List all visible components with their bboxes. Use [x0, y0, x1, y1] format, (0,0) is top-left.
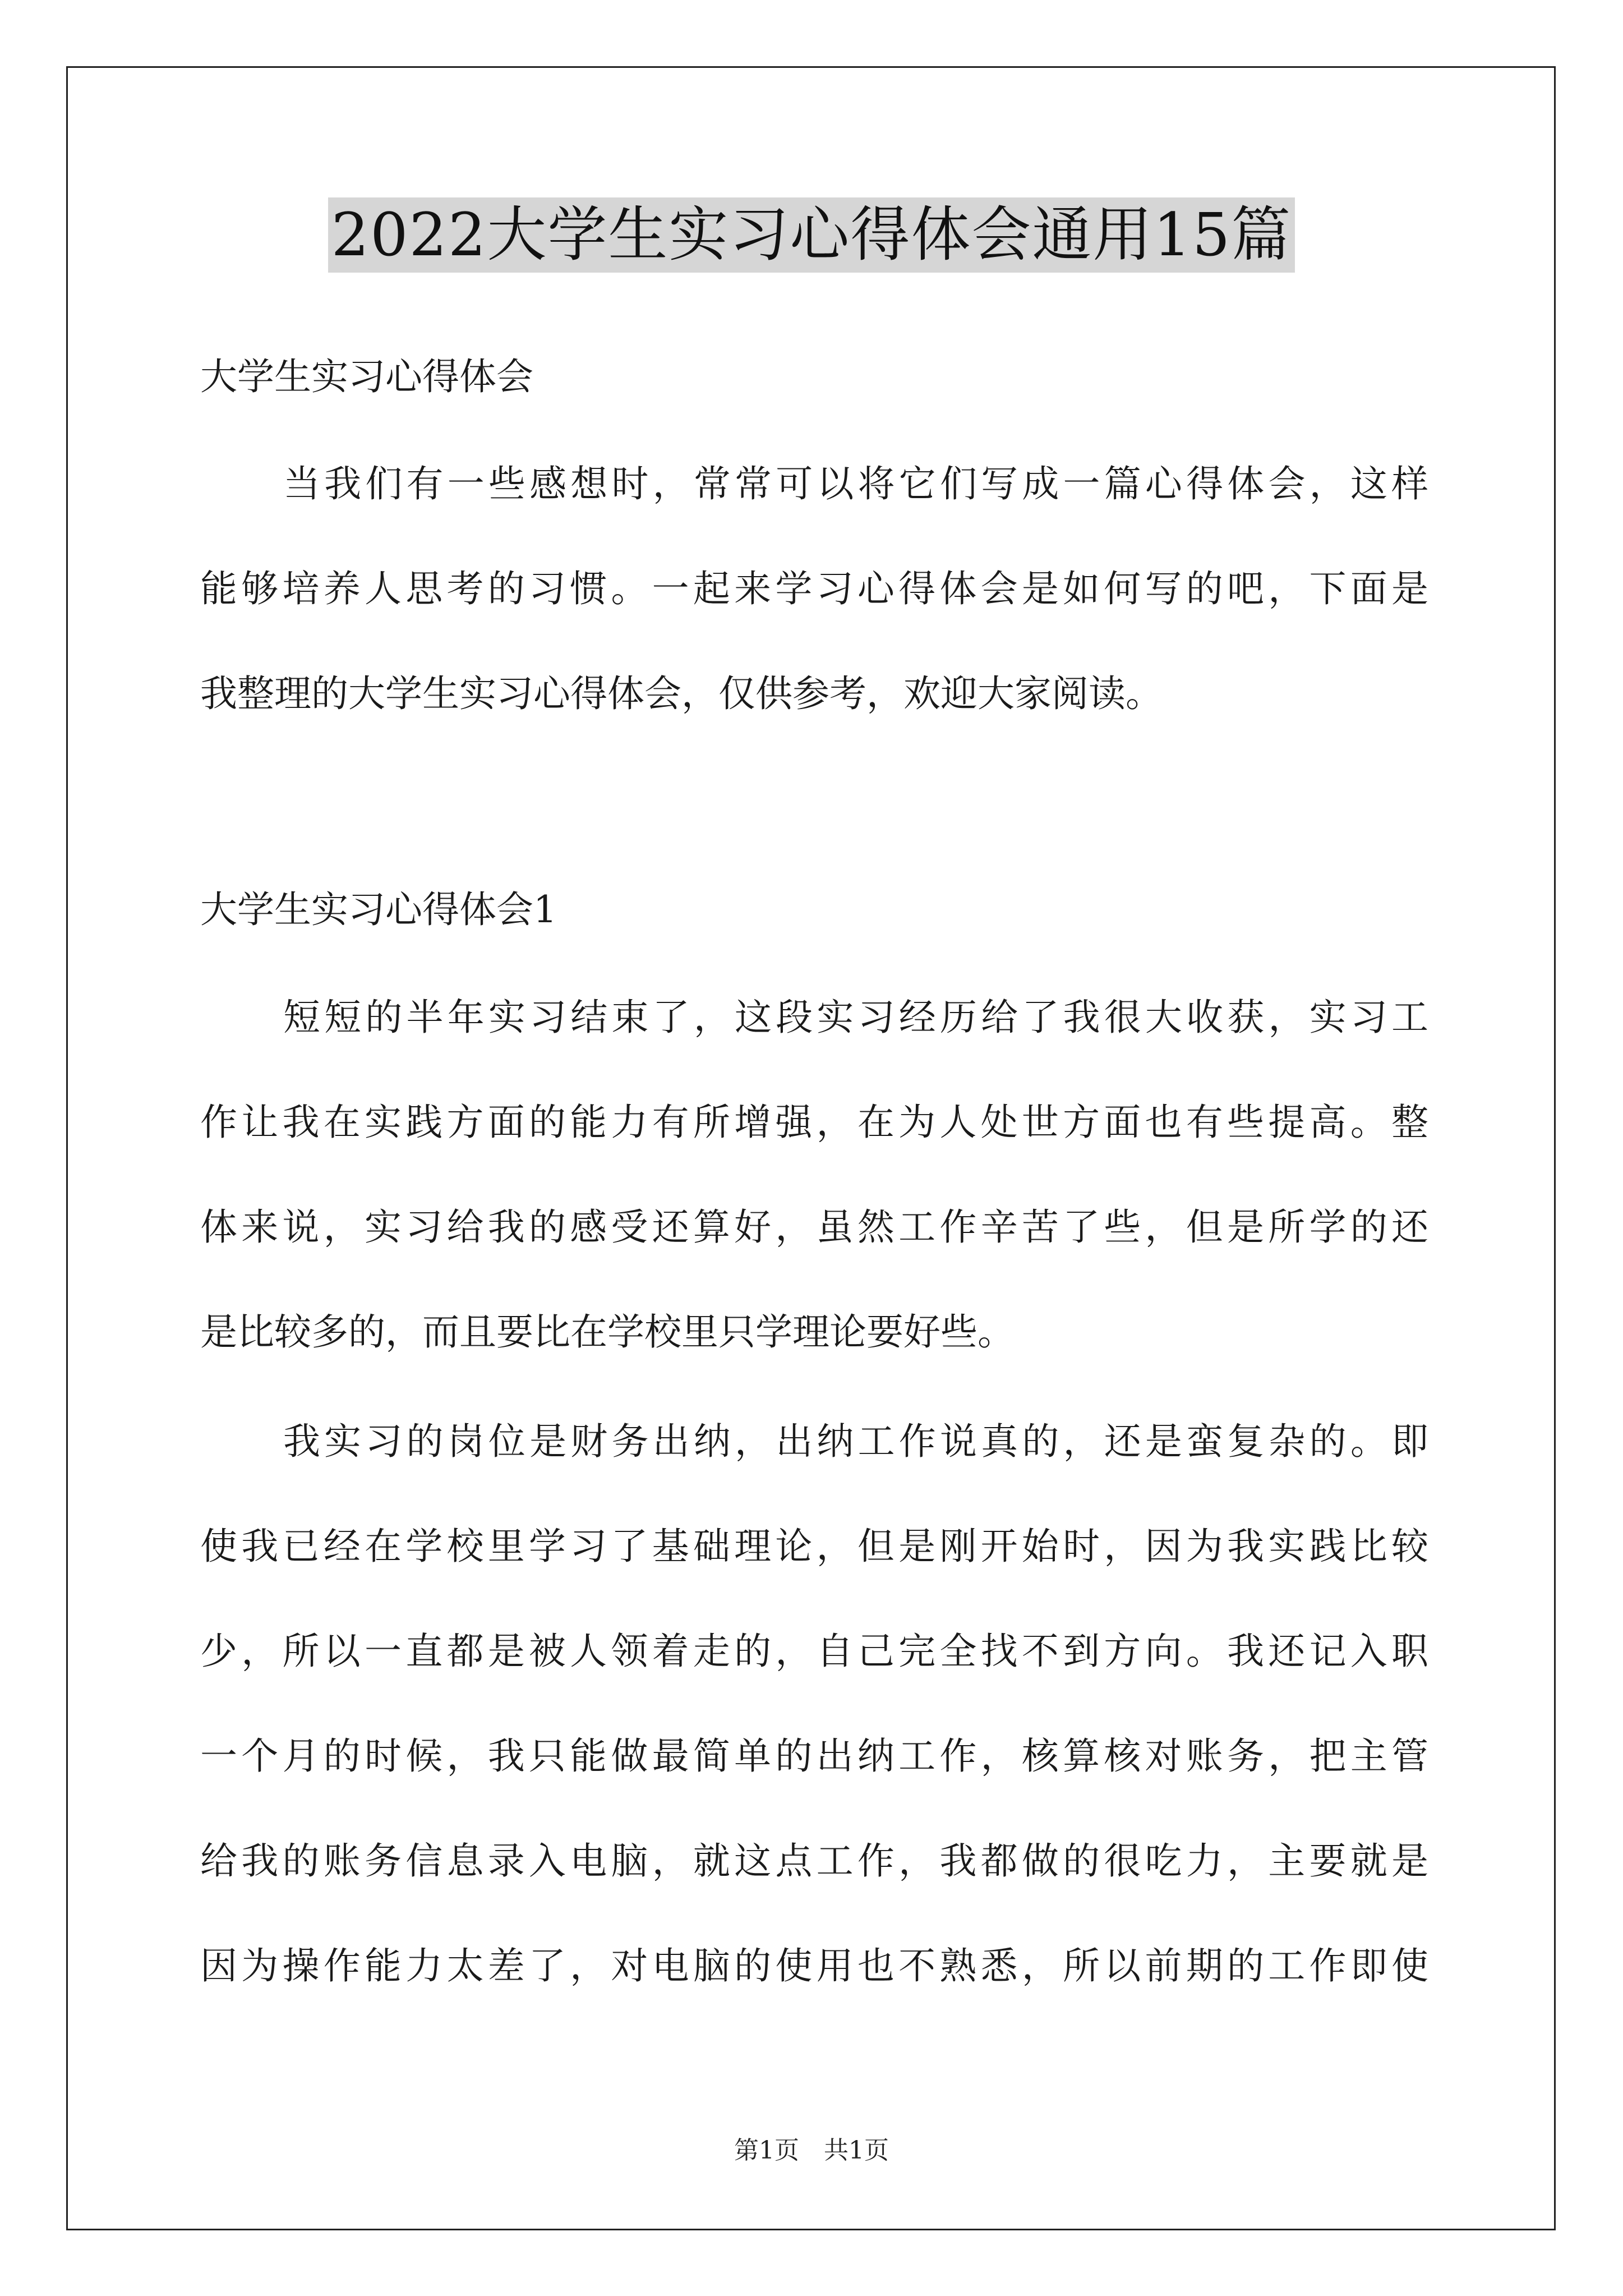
- section-heading: 大学生实习心得体会1: [200, 888, 557, 931]
- page-footer: 第1页 共1页: [734, 2136, 889, 2165]
- paragraph-line: 短短的半年实习结束了，这段实习经历给了我很大收获，实习工: [283, 996, 1428, 1039]
- paragraph-line: 作让我在实践方面的能力有所增强，在为人处世方面也有些提高。整: [200, 1101, 1428, 1144]
- paragraph-line: 体来说，实习给我的感受还算好，虽然工作辛苦了些，但是所学的还: [200, 1205, 1428, 1249]
- paragraph-line: 我实习的岗位是财务出纳，出纳工作说真的，还是蛮复杂的。即: [283, 1420, 1428, 1463]
- paragraph-line: 使我已经在学校里学习了基础理论，但是刚开始时，因为我实践比较: [200, 1525, 1428, 1568]
- paragraph-line: 一个月的时候，我只能做最简单的出纳工作，核算核对账务，把主管: [200, 1734, 1428, 1778]
- paragraph-line: 我整理的大学生实习心得体会，仅供参考，欢迎大家阅读。: [200, 672, 1163, 715]
- paragraph-line: 少，所以一直都是被人领着走的，自己完全找不到方向。我还记入职: [200, 1630, 1428, 1673]
- paragraph-line: 给我的账务信息录入电脑，就这点工作，我都做的很吃力，主要就是: [200, 1839, 1428, 1883]
- document-title: 2022大学生实习心得体会通用15篇: [328, 197, 1295, 273]
- paragraph-line: 是比较多的，而且要比在学校里只学理论要好些。: [200, 1310, 1015, 1354]
- section-heading: 大学生实习心得体会: [200, 355, 533, 398]
- document-body: [200, 0, 1428, 2188]
- paragraph-line: 当我们有一些感想时，常常可以将它们写成一篇心得体会，这样: [283, 462, 1428, 505]
- paragraph-line: 能够培养人思考的习惯。一起来学习心得体会是如何写的吧，下面是: [200, 567, 1428, 610]
- paragraph-line: 因为操作能力太差了，对电脑的使用也不熟悉，所以前期的工作即使: [200, 1944, 1428, 1987]
